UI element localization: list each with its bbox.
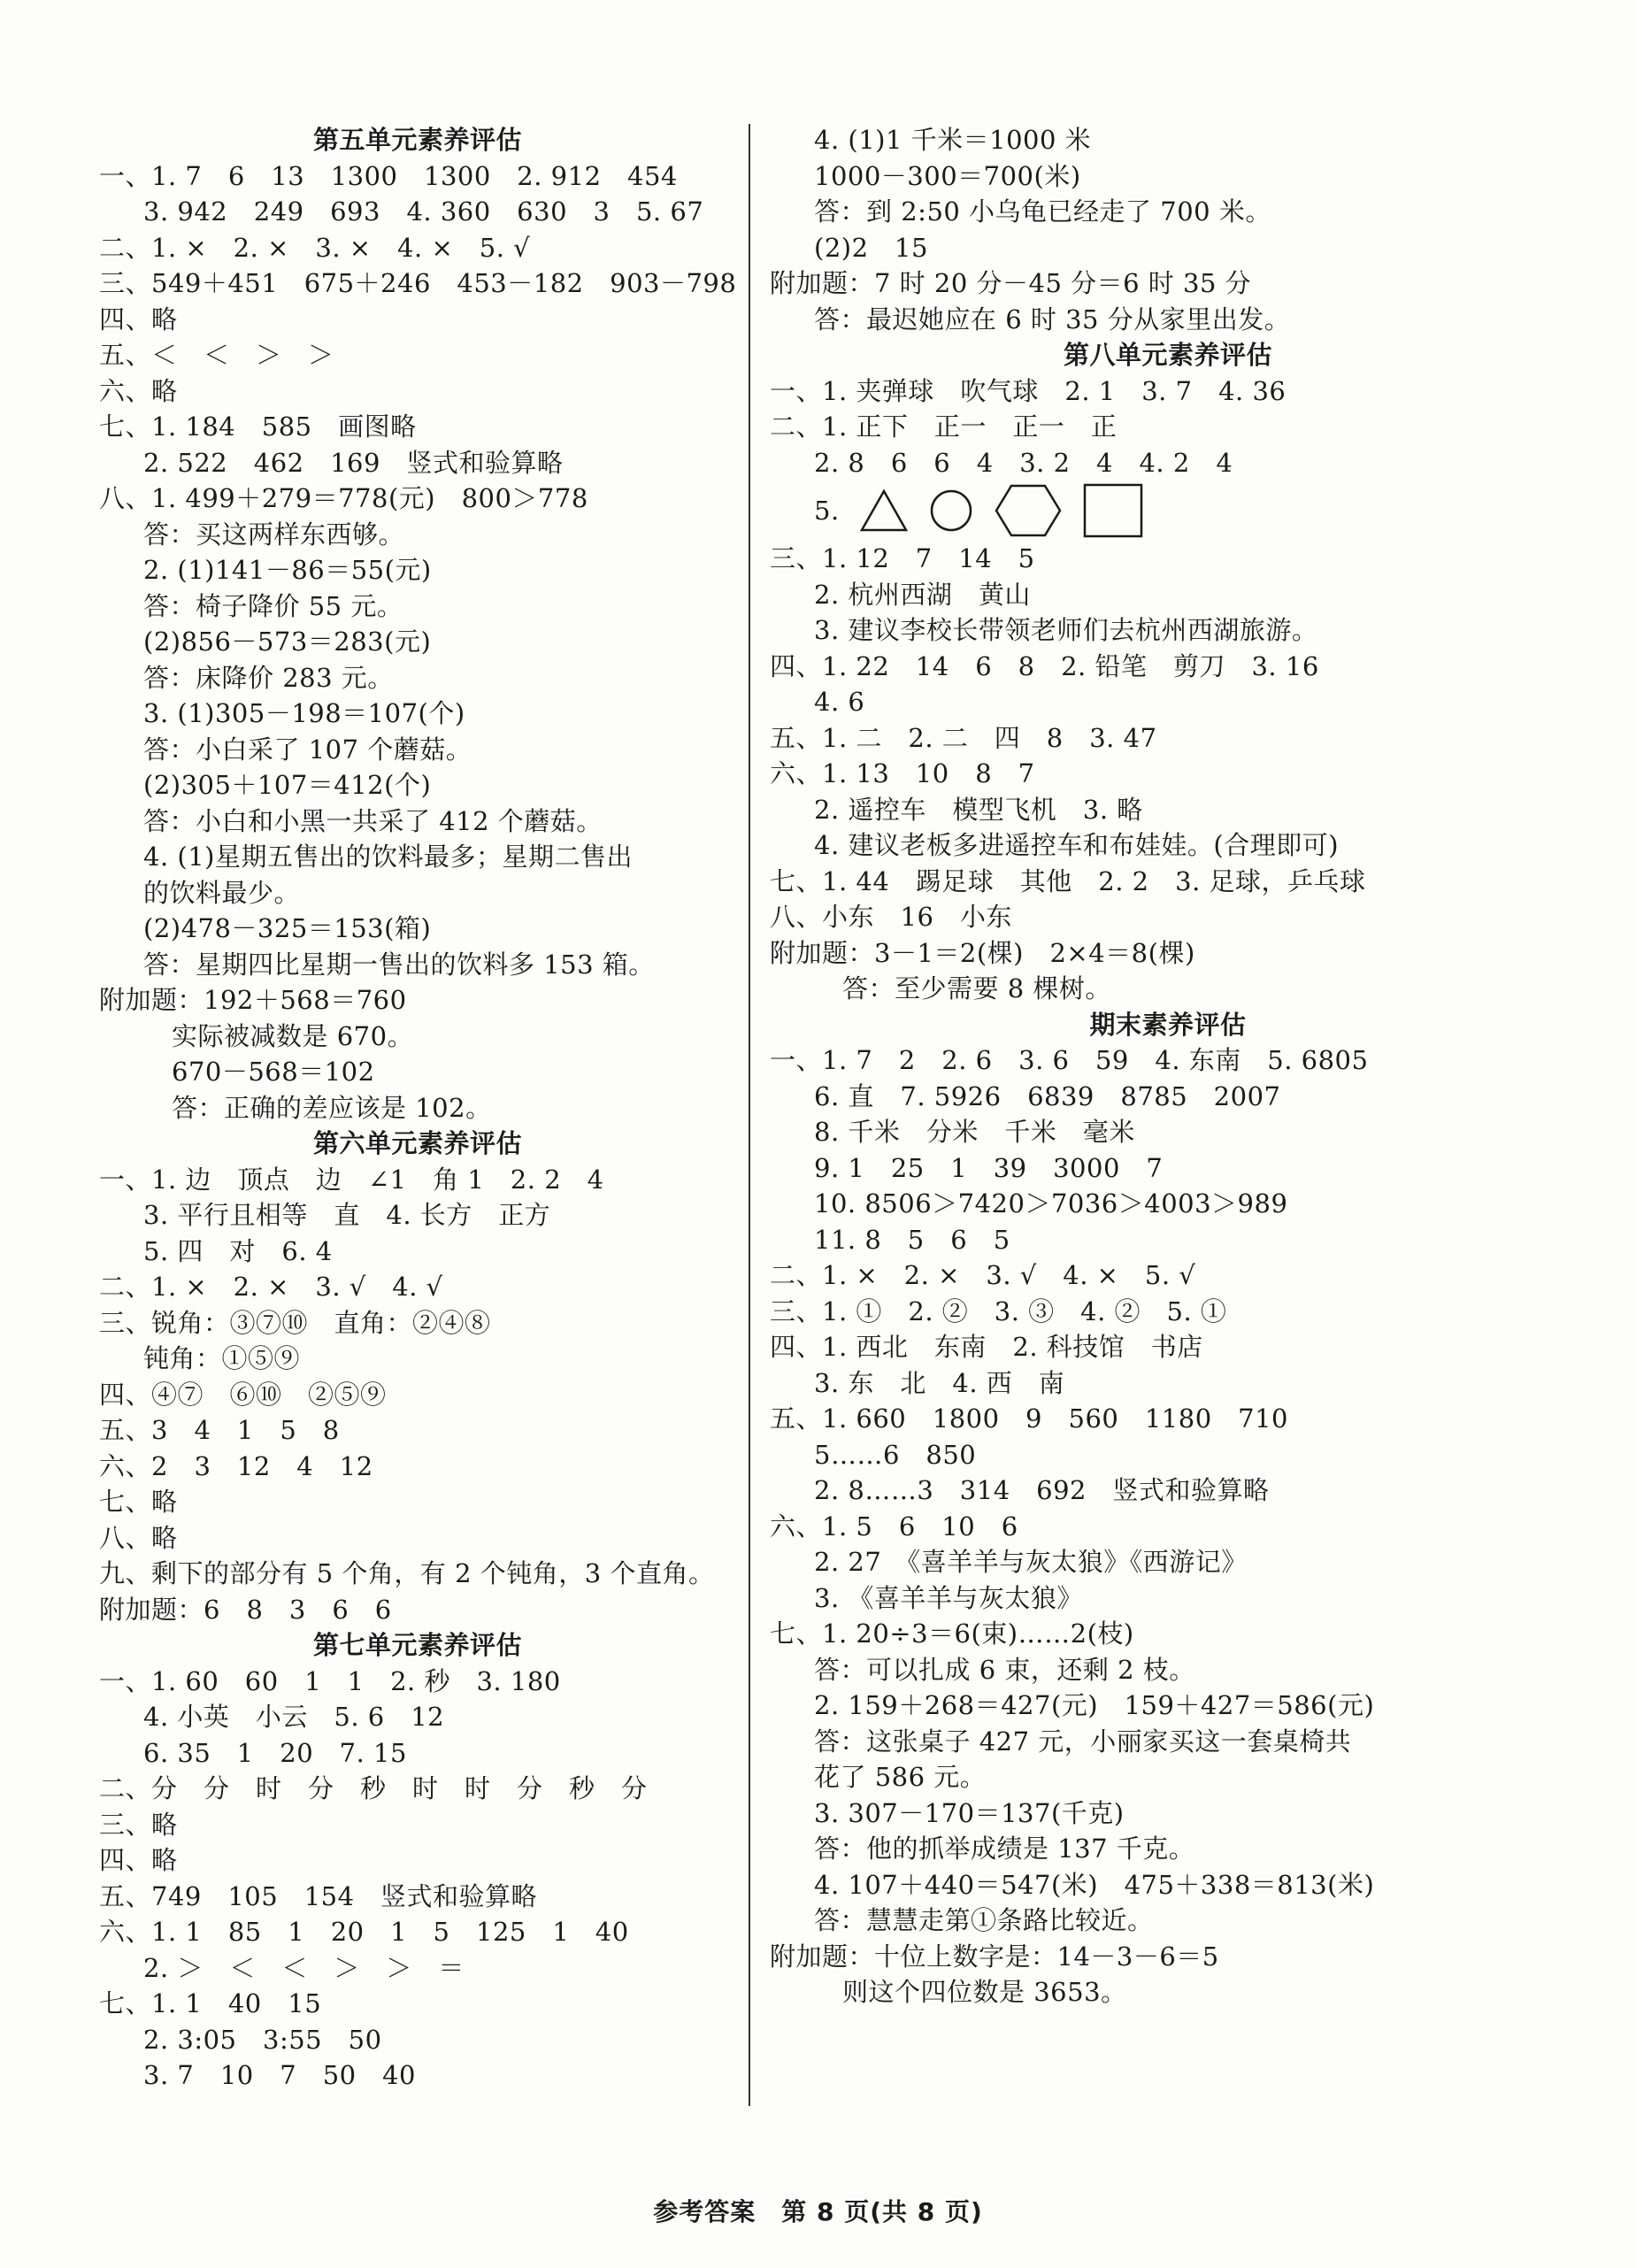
answer-line: 11. 8 5 6 5 — [814, 1224, 1010, 1255]
answer-line: 四、1. 22 14 6 8 2. 铅笔 剪刀 3. 16 — [770, 650, 1319, 681]
answer-line: 二、分 分 时 分 秒 时 时 分 秒 分 — [99, 1773, 648, 1803]
square-shape — [1082, 482, 1144, 539]
answer-line: 六、1. 5 6 10 6 — [770, 1511, 1018, 1541]
answer-line: 一、1. 7 2 2. 6 3. 6 59 4. 东南 5. 6805 — [770, 1045, 1369, 1075]
answer-line: 一、1. 7 6 13 1300 1300 2. 912 454 — [99, 160, 678, 191]
answer-line: 答：他的抓举成绩是 137 千克。 — [814, 1834, 1195, 1864]
answer-line: 花了 586 元。 — [814, 1762, 987, 1792]
answer-line: 二、1. × 2. × 3. √ 4. √ — [99, 1272, 443, 1302]
answer-line: 八、略 — [99, 1522, 178, 1553]
answer-line: 答：正确的差应该是 102。 — [172, 1092, 492, 1123]
section-heading: 第五单元素养评估 — [312, 125, 522, 155]
answer-line: 六、2 3 12 4 12 — [99, 1450, 373, 1481]
answer-line: 五、＜ ＜ ＞ ＞ — [99, 340, 334, 370]
answer-line: 五、3 4 1 5 8 — [99, 1415, 340, 1445]
column-divider — [749, 124, 750, 2106]
answer-line: 六、1. 1 85 1 20 1 5 125 1 40 — [99, 1917, 629, 1947]
answer-line: 七、略 — [99, 1487, 178, 1517]
answer-line: 答：可以扎成 6 束，还剩 2 枝。 — [814, 1654, 1195, 1685]
answer-line: 二、1. 正下 正一 正一 正 — [770, 411, 1118, 442]
answer-line: 一、1. 边 顶点 边 ∠1 角 1 2. 2 4 — [99, 1164, 604, 1195]
answer-line: (2)856－573＝283(元) — [143, 627, 432, 657]
answer-line: 2. (1)141－86＝55(元) — [143, 555, 432, 585]
answer-line: 2. 522 462 169 竖式和验算略 — [143, 447, 564, 478]
answer-line: 七、1. 184 585 画图略 — [99, 411, 417, 442]
answer-line: 2. 杭州西湖 黄山 — [814, 579, 1031, 610]
answer-line: 3. 7 10 7 50 40 — [143, 2060, 416, 2090]
answer-line: 四、略 — [99, 304, 178, 334]
answer-line: 2. 8……3 314 692 竖式和验算略 — [814, 1475, 1270, 1505]
answer-line: 一、1. 60 60 1 1 2. 秒 3. 180 — [99, 1665, 561, 1696]
answer-line: 四、④⑦ ⑥⑩ ②⑤⑨ — [99, 1379, 387, 1410]
right-column — [770, 122, 1566, 2010]
answer-line: (2)305＋107＝412(个) — [143, 770, 432, 800]
answer-line: 二、1. × 2. × 3. √ 4. × 5. √ — [770, 1260, 1196, 1290]
answer-line: 4. 6 — [814, 687, 865, 717]
answer-line: 答：星期四比星期一售出的饮料多 153 箱。 — [143, 949, 655, 980]
answer-line: 6. 35 1 20 7. 15 — [143, 1737, 407, 1768]
answer-line: 的饮料最少。 — [143, 877, 301, 908]
answer-line: 附加题：192＋568＝760 — [99, 985, 407, 1015]
answer-line: 2. 159＋268＝427(元) 159＋427＝586(元) — [814, 1690, 1375, 1720]
answer-line: 6. 直 7. 5926 6839 8785 2007 — [814, 1080, 1281, 1111]
answer-line: 3. (1)305－198＝107(个) — [143, 698, 465, 728]
section-heading: 期末素养评估 — [1089, 1009, 1247, 1040]
section-heading: 第八单元素养评估 — [1063, 340, 1272, 370]
answer-line: 八、1. 499＋279＝778(元) 800＞778 — [99, 483, 588, 513]
answer-line: 3. 东 北 4. 西 南 — [814, 1367, 1065, 1398]
answer-line: 答：买这两样东西够。 — [143, 519, 405, 550]
answer-line: 附加题：十位上数字是：14－3－6＝5 — [770, 1941, 1219, 1972]
answer-line: 5. 四 对 6. 4 — [143, 1235, 333, 1266]
answer-line: 答：椅子降价 55 元。 — [143, 590, 403, 621]
answer-line: 三、锐角：③⑦⑩ 直角：②④⑧ — [99, 1307, 491, 1338]
section-heading: 第六单元素养评估 — [312, 1128, 522, 1158]
answer-line: 2. 3:05 3:55 50 — [143, 2024, 382, 2055]
answer-line: 4. 107＋440＝547(米) 475＋338＝813(米) — [814, 1869, 1375, 1900]
answer-line: 答：最迟她应在 6 时 35 分从家里出发。 — [814, 304, 1291, 334]
answer-line: 4. 小英 小云 5. 6 12 — [143, 1702, 445, 1732]
answer-line: 5……6 850 — [814, 1439, 977, 1470]
answer-line: 答：到 2:50 小乌龟已经走了 700 米。 — [814, 196, 1271, 227]
answer-line: (2)2 15 — [814, 232, 928, 263]
answer-line: 1000－300＝700(米) — [814, 160, 1081, 191]
answer-line: 9. 1 25 1 39 3000 7 — [814, 1152, 1164, 1183]
answer-line: 3. 建议李校长带领老师们去杭州西湖旅游。 — [814, 615, 1318, 645]
page-footer: 参考答案 第 8 页(共 8 页) — [653, 2197, 983, 2226]
answer-line: 3. 平行且相等 直 4. 长方 正方 — [143, 1200, 551, 1230]
answer-line: 九、剩下的部分有 5 个角，有 2 个钝角，3 个直角。 — [99, 1558, 715, 1588]
answer-line: 10. 8506＞7420＞7036＞4003＞989 — [814, 1188, 1288, 1219]
answer-line: 答：小白和小黑一共采了 412 个蘑菇。 — [143, 805, 603, 836]
answer-line: 实际被减数是 670。 — [172, 1020, 414, 1051]
hexagon-shape — [994, 483, 1063, 538]
answer-line: 七、1. 44 踢足球 其他 2. 2 3. 足球，乒乓球 — [770, 865, 1366, 896]
answer-line: 钝角：①⑤⑨ — [143, 1343, 301, 1373]
answer-label: 5. — [814, 496, 840, 526]
answer-line: 附加题：6 8 3 6 6 — [99, 1594, 392, 1625]
answer-line: 七、1. 1 40 15 — [99, 1988, 322, 2018]
answer-line: 2. 27 《喜羊羊与灰太狼》《西游记》 — [814, 1547, 1248, 1577]
answer-line: 三、1. ① 2. ② 3. ③ 4. ② 5. ① — [770, 1295, 1227, 1326]
answer-line: (2)478－325＝153(箱) — [143, 913, 432, 943]
answer-line: 8. 千米 分米 千米 毫米 — [814, 1117, 1135, 1147]
answer-line: 3. 942 249 693 4. 360 630 3 5. 67 — [143, 196, 704, 227]
answer-line: 七、1. 20÷3＝6(束)……2(枝) — [770, 1618, 1134, 1649]
section-heading: 第七单元素养评估 — [312, 1630, 522, 1660]
answer-line: 3. 《喜羊羊与灰太狼》 — [814, 1582, 1083, 1613]
answer-line: 六、1. 13 10 8 7 — [770, 758, 1035, 788]
answer-line: 答：慧慧走第①条路比较近。 — [814, 1905, 1154, 1935]
answer-line: 附加题：7 时 20 分－45 分＝6 时 35 分 — [770, 268, 1252, 298]
answer-line: 三、略 — [99, 1809, 178, 1840]
answer-line: 2. 8 6 6 4 3. 2 4 4. 2 4 — [814, 447, 1233, 478]
triangle-shape — [859, 488, 909, 533]
answer-line: 则这个四位数是 3653。 — [842, 1977, 1127, 2007]
answer-line: 3. 307－170＝137(千克) — [814, 1797, 1125, 1828]
answer-line: 五、1. 660 1800 9 560 1180 710 — [770, 1403, 1288, 1434]
answer-line: 670－568＝102 — [172, 1057, 375, 1087]
answer-line: 答：至少需要 8 棵树。 — [842, 973, 1111, 1003]
left-column — [99, 122, 736, 2094]
answer-line: 三、549＋451 675＋246 453－182 903－798 — [99, 268, 737, 298]
answer-line: 2. ＞ ＜ ＜ ＞ ＞ ＝ — [143, 1952, 465, 1983]
answer-line: 答：小白采了 107 个蘑菇。 — [143, 734, 472, 765]
answer-line: 五、1. 二 2. 二 四 8 3. 47 — [770, 722, 1157, 753]
answer-line — [770, 481, 1566, 541]
answer-line: 四、1. 西北 东南 2. 科技馆 书店 — [770, 1332, 1203, 1362]
answer-line: 答：这张桌子 427 元，小丽家买这一套桌椅共 — [814, 1726, 1352, 1757]
answer-line: 4. (1)1 千米＝1000 米 — [814, 125, 1092, 155]
answer-line: 附加题：3－1＝2(棵) 2×4＝8(棵) — [770, 937, 1195, 968]
answer-line: 五、749 105 154 竖式和验算略 — [99, 1880, 538, 1911]
answer-line: 一、1. 夹弹球 吹气球 2. 1 3. 7 4. 36 — [770, 375, 1287, 406]
answer-line: 4. 建议老板多进遥控车和布娃娃。(合理即可) — [814, 830, 1340, 860]
circle-shape — [928, 488, 974, 534]
answer-line: 2. 遥控车 模型飞机 3. 略 — [814, 794, 1143, 825]
answer-line: 4. (1)星期五售出的饮料最多；星期二售出 — [143, 842, 633, 872]
answer-line: 六、略 — [99, 375, 178, 406]
answer-line: 二、1. × 2. × 3. × 4. × 5. √ — [99, 232, 531, 263]
answer-line: 三、1. 12 7 14 5 — [770, 543, 1035, 573]
answer-line: 八、小东 16 小东 — [770, 902, 1012, 932]
answer-line: 答：床降价 283 元。 — [143, 662, 394, 693]
answer-line: 四、略 — [99, 1845, 178, 1875]
